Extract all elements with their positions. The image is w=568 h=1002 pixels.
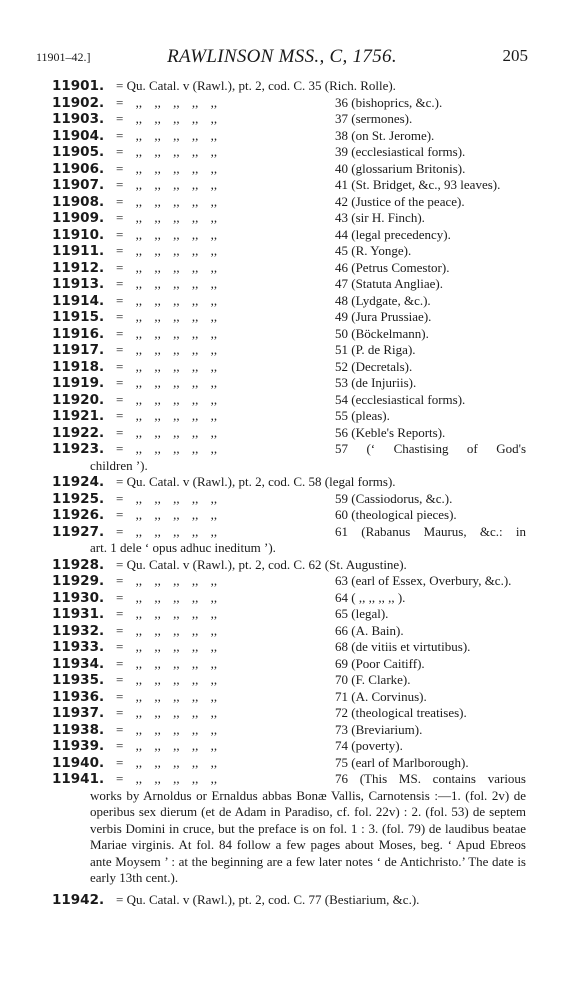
entry-text: 49 (Jura Prussiae). bbox=[335, 309, 432, 324]
entry-line bbox=[0, 161, 568, 178]
entry-text: 65 (legal). bbox=[335, 606, 389, 621]
catalogue-entry bbox=[0, 95, 568, 112]
entry-number: 11927. bbox=[52, 523, 105, 540]
ditto-marks: = ,, ,, ,, ,, ,, bbox=[116, 738, 218, 753]
entry-text: 51 (P. de Riga). bbox=[335, 342, 416, 357]
entry-text: 74 (poverty). bbox=[335, 738, 403, 753]
entry-number: 11901. bbox=[52, 78, 105, 94]
entry-text: 44 (legal precedency). bbox=[335, 226, 451, 242]
ditto-marks: = ,, ,, ,, ,, ,, bbox=[116, 276, 218, 291]
entry-number: 11921. bbox=[52, 408, 105, 424]
catalogue-entry bbox=[0, 177, 568, 194]
ditto-marks: = ,, ,, ,, ,, ,, bbox=[116, 391, 218, 407]
entry-line bbox=[0, 293, 568, 310]
entry-number: 11942. bbox=[52, 891, 105, 908]
entry-number: 11914. bbox=[52, 292, 105, 309]
catalogue-entry bbox=[0, 590, 568, 607]
entry-text: 37 (sermones). bbox=[335, 111, 413, 126]
entry-text: 54 (ecclesiastical forms). bbox=[335, 391, 466, 407]
entry-continuation: works by Arnoldus or Ernaldus abbas Bonæ Vallis, Carnotensis :—1. (fol. 2v) de operibus sex dierum (et de Adam in Paradiso, cf. fol. 22v) : 2. (fol. 53) de septem verbis Domini in cruce, but the preface is on fol. 1 : 3. (fol. 79) de laudibus beatae Mariae virginis. At fol. 84 follow a few pages about Moses, beg. ‘ Apud Ebreos ante Moysem ’ : at the beginning are a few later notes ‘ de Antichristo.’ The date is early 13th cent.). bbox=[90, 787, 526, 885]
entry-number: 11907. bbox=[52, 177, 105, 193]
ditto-marks: = ,, ,, ,, ,, ,, bbox=[116, 507, 218, 522]
catalogue-entry bbox=[0, 573, 568, 590]
entry-text: 57 (‘ Chastising of God's bbox=[335, 441, 526, 456]
entry-line bbox=[0, 375, 568, 392]
ditto-marks: = ,, ,, ,, ,, ,, bbox=[116, 705, 218, 720]
ditto-marks: = ,, ,, ,, ,, ,, bbox=[116, 606, 218, 621]
entry-text: 66 (A. Bain). bbox=[335, 622, 404, 638]
ditto-marks: = ,, ,, ,, ,, ,, bbox=[116, 441, 218, 456]
entry-line bbox=[0, 590, 568, 607]
entry-line bbox=[0, 78, 568, 95]
entry-line bbox=[0, 342, 568, 359]
entry-line bbox=[0, 144, 568, 161]
catalogue-entry bbox=[0, 375, 568, 392]
catalogue-entry bbox=[0, 293, 568, 310]
entry-number: 11934. bbox=[52, 655, 105, 672]
entry-text: = Qu. Catal. v (Rawl.), pt. 2, cod. C. 35 (Rich. Rolle). bbox=[116, 78, 396, 93]
entry-number: 11908. bbox=[52, 193, 105, 210]
entry-number: 11936. bbox=[52, 688, 105, 705]
entry-text: 40 (glossarium Britonis). bbox=[335, 160, 466, 176]
entry-text: 71 (A. Corvinus). bbox=[335, 688, 427, 704]
catalogue-entry bbox=[0, 111, 568, 128]
catalogue-entry bbox=[0, 656, 568, 673]
entry-number: 11924. bbox=[52, 474, 105, 490]
catalogue-entry bbox=[0, 194, 568, 211]
entry-number: 11920. bbox=[52, 391, 105, 408]
entry-text: 55 (pleas). bbox=[335, 408, 390, 423]
entry-text: = Qu. Catal. v (Rawl.), pt. 2, cod. C. 58 (legal forms). bbox=[116, 474, 396, 489]
entry-line bbox=[0, 260, 568, 277]
ditto-marks: = ,, ,, ,, ,, ,, bbox=[116, 226, 218, 242]
entry-text: = Qu. Catal. v (Rawl.), pt. 2, cod. C. 77 (Bestiarium, &c.). bbox=[116, 891, 420, 907]
entry-text: 72 (theological treatises). bbox=[335, 705, 467, 720]
entry-number: 11905. bbox=[52, 144, 105, 160]
entry-text: = Qu. Catal. v (Rawl.), pt. 2, cod. C. 62 (St. Augustine). bbox=[116, 556, 407, 572]
entry-text: 61 (Rabanus Maurus, &c.: in bbox=[335, 523, 526, 539]
entry-continuation: children ’). bbox=[90, 457, 148, 473]
entry-number: 11913. bbox=[52, 276, 105, 292]
ditto-marks: = ,, ,, ,, ,, ,, bbox=[116, 259, 218, 275]
catalogue-entry bbox=[0, 425, 568, 442]
catalogue-entries bbox=[0, 78, 568, 908]
entry-number: 11915. bbox=[52, 309, 105, 325]
ditto-marks: = ,, ,, ,, ,, ,, bbox=[116, 94, 218, 110]
entry-number: 11902. bbox=[52, 94, 105, 111]
entry-number: 11910. bbox=[52, 226, 105, 243]
ditto-marks: = ,, ,, ,, ,, ,, bbox=[116, 721, 218, 737]
catalogue-entry bbox=[0, 309, 568, 326]
ditto-marks: = ,, ,, ,, ,, ,, bbox=[116, 490, 218, 506]
catalogue-entry bbox=[0, 342, 568, 359]
entry-number: 11909. bbox=[52, 210, 105, 226]
ditto-marks: = ,, ,, ,, ,, ,, bbox=[116, 243, 218, 258]
entry-text: 50 (Böckelmann). bbox=[335, 325, 429, 341]
entry-line bbox=[0, 557, 568, 574]
catalogue-entry bbox=[0, 705, 568, 722]
ditto-marks: = ,, ,, ,, ,, ,, bbox=[116, 325, 218, 341]
entry-text: 46 (Petrus Comestor). bbox=[335, 259, 450, 275]
entry-continuation: art. 1 dele ‘ opus adhuc ineditum ’). bbox=[90, 540, 276, 555]
entry-text: 60 (theological pieces). bbox=[335, 507, 457, 522]
entry-text: 75 (earl of Marlborough). bbox=[335, 754, 469, 770]
entry-text: 45 (R. Yonge). bbox=[335, 243, 412, 258]
page-header bbox=[36, 46, 528, 70]
entry-line bbox=[0, 128, 568, 145]
catalogue-entry bbox=[0, 260, 568, 277]
entry-text: 43 (sir H. Finch). bbox=[335, 210, 425, 225]
entry-line bbox=[0, 210, 568, 227]
entry-text: 63 (earl of Essex, Overbury, &c.). bbox=[335, 573, 512, 588]
catalogue-entry bbox=[0, 771, 568, 887]
ditto-marks: = ,, ,, ,, ,, ,, bbox=[116, 210, 218, 225]
catalogue-entry bbox=[0, 276, 568, 293]
entry-text: 70 (F. Clarke). bbox=[335, 672, 411, 687]
entry-line bbox=[0, 474, 568, 491]
ditto-marks: = ,, ,, ,, ,, ,, bbox=[116, 342, 218, 357]
entry-number: 11929. bbox=[52, 573, 105, 589]
entry-text: 38 (on St. Jerome). bbox=[335, 127, 435, 143]
header-title: RAWLINSON MSS., C, 1756. bbox=[167, 46, 397, 67]
entry-line bbox=[0, 524, 568, 541]
ditto-marks: = ,, ,, ,, ,, ,, bbox=[116, 771, 218, 786]
entry-text: 56 (Keble's Reports). bbox=[335, 424, 446, 440]
catalogue-entry bbox=[0, 78, 568, 95]
entry-line bbox=[0, 623, 568, 640]
entry-line bbox=[0, 722, 568, 739]
entry-line bbox=[0, 639, 568, 656]
catalogue-entry bbox=[0, 144, 568, 161]
entry-text: 39 (ecclesiastical forms). bbox=[335, 144, 466, 159]
catalogue-entry bbox=[0, 892, 568, 909]
entry-number: 11925. bbox=[52, 490, 105, 507]
ditto-marks: = ,, ,, ,, ,, ,, bbox=[116, 193, 218, 209]
entry-line bbox=[0, 606, 568, 623]
catalogue-entry bbox=[0, 639, 568, 656]
entry-number: 11918. bbox=[52, 358, 105, 375]
entry-text: 52 (Decretals). bbox=[335, 358, 413, 374]
entry-line bbox=[0, 573, 568, 590]
entry-number: 11930. bbox=[52, 589, 105, 606]
entry-line bbox=[0, 425, 568, 442]
entry-number: 11931. bbox=[52, 606, 105, 622]
entry-text: 41 (St. Bridget, &c., 93 leaves). bbox=[335, 177, 501, 192]
entry-line bbox=[0, 507, 568, 524]
entry-line bbox=[0, 111, 568, 128]
entry-text: 53 (de Injuriis). bbox=[335, 375, 417, 390]
entry-number: 11916. bbox=[52, 325, 105, 342]
header-range: 11901–42.] bbox=[36, 50, 91, 64]
entry-line bbox=[0, 243, 568, 260]
catalogue-entry bbox=[0, 210, 568, 227]
entry-number: 11926. bbox=[52, 507, 105, 523]
ditto-marks: = ,, ,, ,, ,, ,, bbox=[116, 672, 218, 687]
entry-line bbox=[0, 359, 568, 376]
ditto-marks: = ,, ,, ,, ,, ,, bbox=[116, 523, 218, 539]
entry-text: 36 (bishoprics, &c.). bbox=[335, 94, 443, 110]
entry-line bbox=[0, 672, 568, 689]
ditto-marks: = ,, ,, ,, ,, ,, bbox=[116, 375, 218, 390]
entry-text: 68 (de vitiis et virtutibus). bbox=[335, 639, 471, 654]
entry-number: 11922. bbox=[52, 424, 105, 441]
ditto-marks: = ,, ,, ,, ,, ,, bbox=[116, 622, 218, 638]
entry-number: 11911. bbox=[52, 243, 105, 259]
entry-number: 11933. bbox=[52, 639, 105, 655]
catalogue-entry bbox=[0, 392, 568, 409]
entry-number: 11935. bbox=[52, 672, 105, 688]
catalogue-entry bbox=[0, 507, 568, 524]
entry-number: 11903. bbox=[52, 111, 105, 127]
ditto-marks: = ,, ,, ,, ,, ,, bbox=[116, 754, 218, 770]
page-number: 205 bbox=[502, 46, 528, 65]
ditto-marks: = ,, ,, ,, ,, ,, bbox=[116, 655, 218, 671]
catalogue-entry bbox=[0, 326, 568, 343]
catalogue-entry bbox=[0, 672, 568, 689]
ditto-marks: = ,, ,, ,, ,, ,, bbox=[116, 639, 218, 654]
entry-text: 42 (Justice of the peace). bbox=[335, 193, 465, 209]
catalogue-entry bbox=[0, 557, 568, 574]
entry-text: 76 (This MS. contains various bbox=[335, 771, 526, 786]
catalogue-entry bbox=[0, 227, 568, 244]
ditto-marks: = ,, ,, ,, ,, ,, bbox=[116, 144, 218, 159]
ditto-marks: = ,, ,, ,, ,, ,, bbox=[116, 358, 218, 374]
entry-line bbox=[0, 755, 568, 772]
ditto-marks: = ,, ,, ,, ,, ,, bbox=[116, 573, 218, 588]
entry-number: 11939. bbox=[52, 738, 105, 754]
entry-number: 11938. bbox=[52, 721, 105, 738]
entry-line bbox=[0, 227, 568, 244]
entry-text: 69 (Poor Caitiff). bbox=[335, 655, 425, 671]
ditto-marks: = ,, ,, ,, ,, ,, bbox=[116, 589, 218, 605]
catalogue-entry bbox=[0, 243, 568, 260]
entry-number: 11904. bbox=[52, 127, 105, 144]
catalogue-entry bbox=[0, 755, 568, 772]
entry-line bbox=[0, 392, 568, 409]
entry-line bbox=[0, 892, 568, 909]
ditto-marks: = ,, ,, ,, ,, ,, bbox=[116, 688, 218, 704]
entry-number: 11923. bbox=[52, 441, 105, 457]
catalogue-entry bbox=[0, 474, 568, 491]
catalogue-entry bbox=[0, 689, 568, 706]
ditto-marks: = ,, ,, ,, ,, ,, bbox=[116, 408, 218, 423]
entry-line bbox=[0, 194, 568, 211]
entry-line bbox=[0, 771, 568, 788]
catalogue-entry bbox=[0, 524, 568, 557]
ditto-marks: = ,, ,, ,, ,, ,, bbox=[116, 177, 218, 192]
catalogue-entry bbox=[0, 128, 568, 145]
entry-text: 64 ( ,, ,, ,, ,, ). bbox=[335, 589, 406, 605]
entry-number: 11912. bbox=[52, 259, 105, 276]
ditto-marks: = ,, ,, ,, ,, ,, bbox=[116, 160, 218, 176]
entry-line bbox=[0, 705, 568, 722]
catalogue-entry bbox=[0, 738, 568, 755]
entry-text: 59 (Cassiodorus, &c.). bbox=[335, 490, 453, 506]
catalogue-entry bbox=[0, 359, 568, 376]
entry-number: 11940. bbox=[52, 754, 105, 771]
ditto-marks: = ,, ,, ,, ,, ,, bbox=[116, 111, 218, 126]
entry-number: 11928. bbox=[52, 556, 105, 573]
entry-line bbox=[0, 738, 568, 755]
entry-line bbox=[0, 491, 568, 508]
entry-number: 11906. bbox=[52, 160, 105, 177]
entry-text: 47 (Statuta Angliae). bbox=[335, 276, 443, 291]
entry-text: 73 (Breviarium). bbox=[335, 721, 423, 737]
entry-line bbox=[0, 689, 568, 706]
entry-line bbox=[0, 326, 568, 343]
ditto-marks: = ,, ,, ,, ,, ,, bbox=[116, 424, 218, 440]
entry-number: 11937. bbox=[52, 705, 105, 721]
catalogue-entry bbox=[0, 623, 568, 640]
catalogue-entry bbox=[0, 161, 568, 178]
entry-line bbox=[0, 656, 568, 673]
entry-line bbox=[0, 177, 568, 194]
entry-number: 11919. bbox=[52, 375, 105, 391]
entry-line bbox=[0, 95, 568, 112]
catalogue-entry bbox=[0, 408, 568, 425]
entry-number: 11941. bbox=[52, 771, 105, 787]
entry-line bbox=[0, 441, 568, 458]
catalogue-entry bbox=[0, 441, 568, 474]
ditto-marks: = ,, ,, ,, ,, ,, bbox=[116, 292, 218, 308]
entry-line bbox=[0, 276, 568, 293]
entry-number: 11917. bbox=[52, 342, 105, 358]
entry-text: 48 (Lydgate, &c.). bbox=[335, 292, 431, 308]
ditto-marks: = ,, ,, ,, ,, ,, bbox=[116, 309, 218, 324]
entry-number: 11932. bbox=[52, 622, 105, 639]
catalogue-entry bbox=[0, 606, 568, 623]
catalogue-entry bbox=[0, 722, 568, 739]
catalogue-entry bbox=[0, 491, 568, 508]
entry-line bbox=[0, 408, 568, 425]
ditto-marks: = ,, ,, ,, ,, ,, bbox=[116, 127, 218, 143]
entry-line bbox=[0, 309, 568, 326]
